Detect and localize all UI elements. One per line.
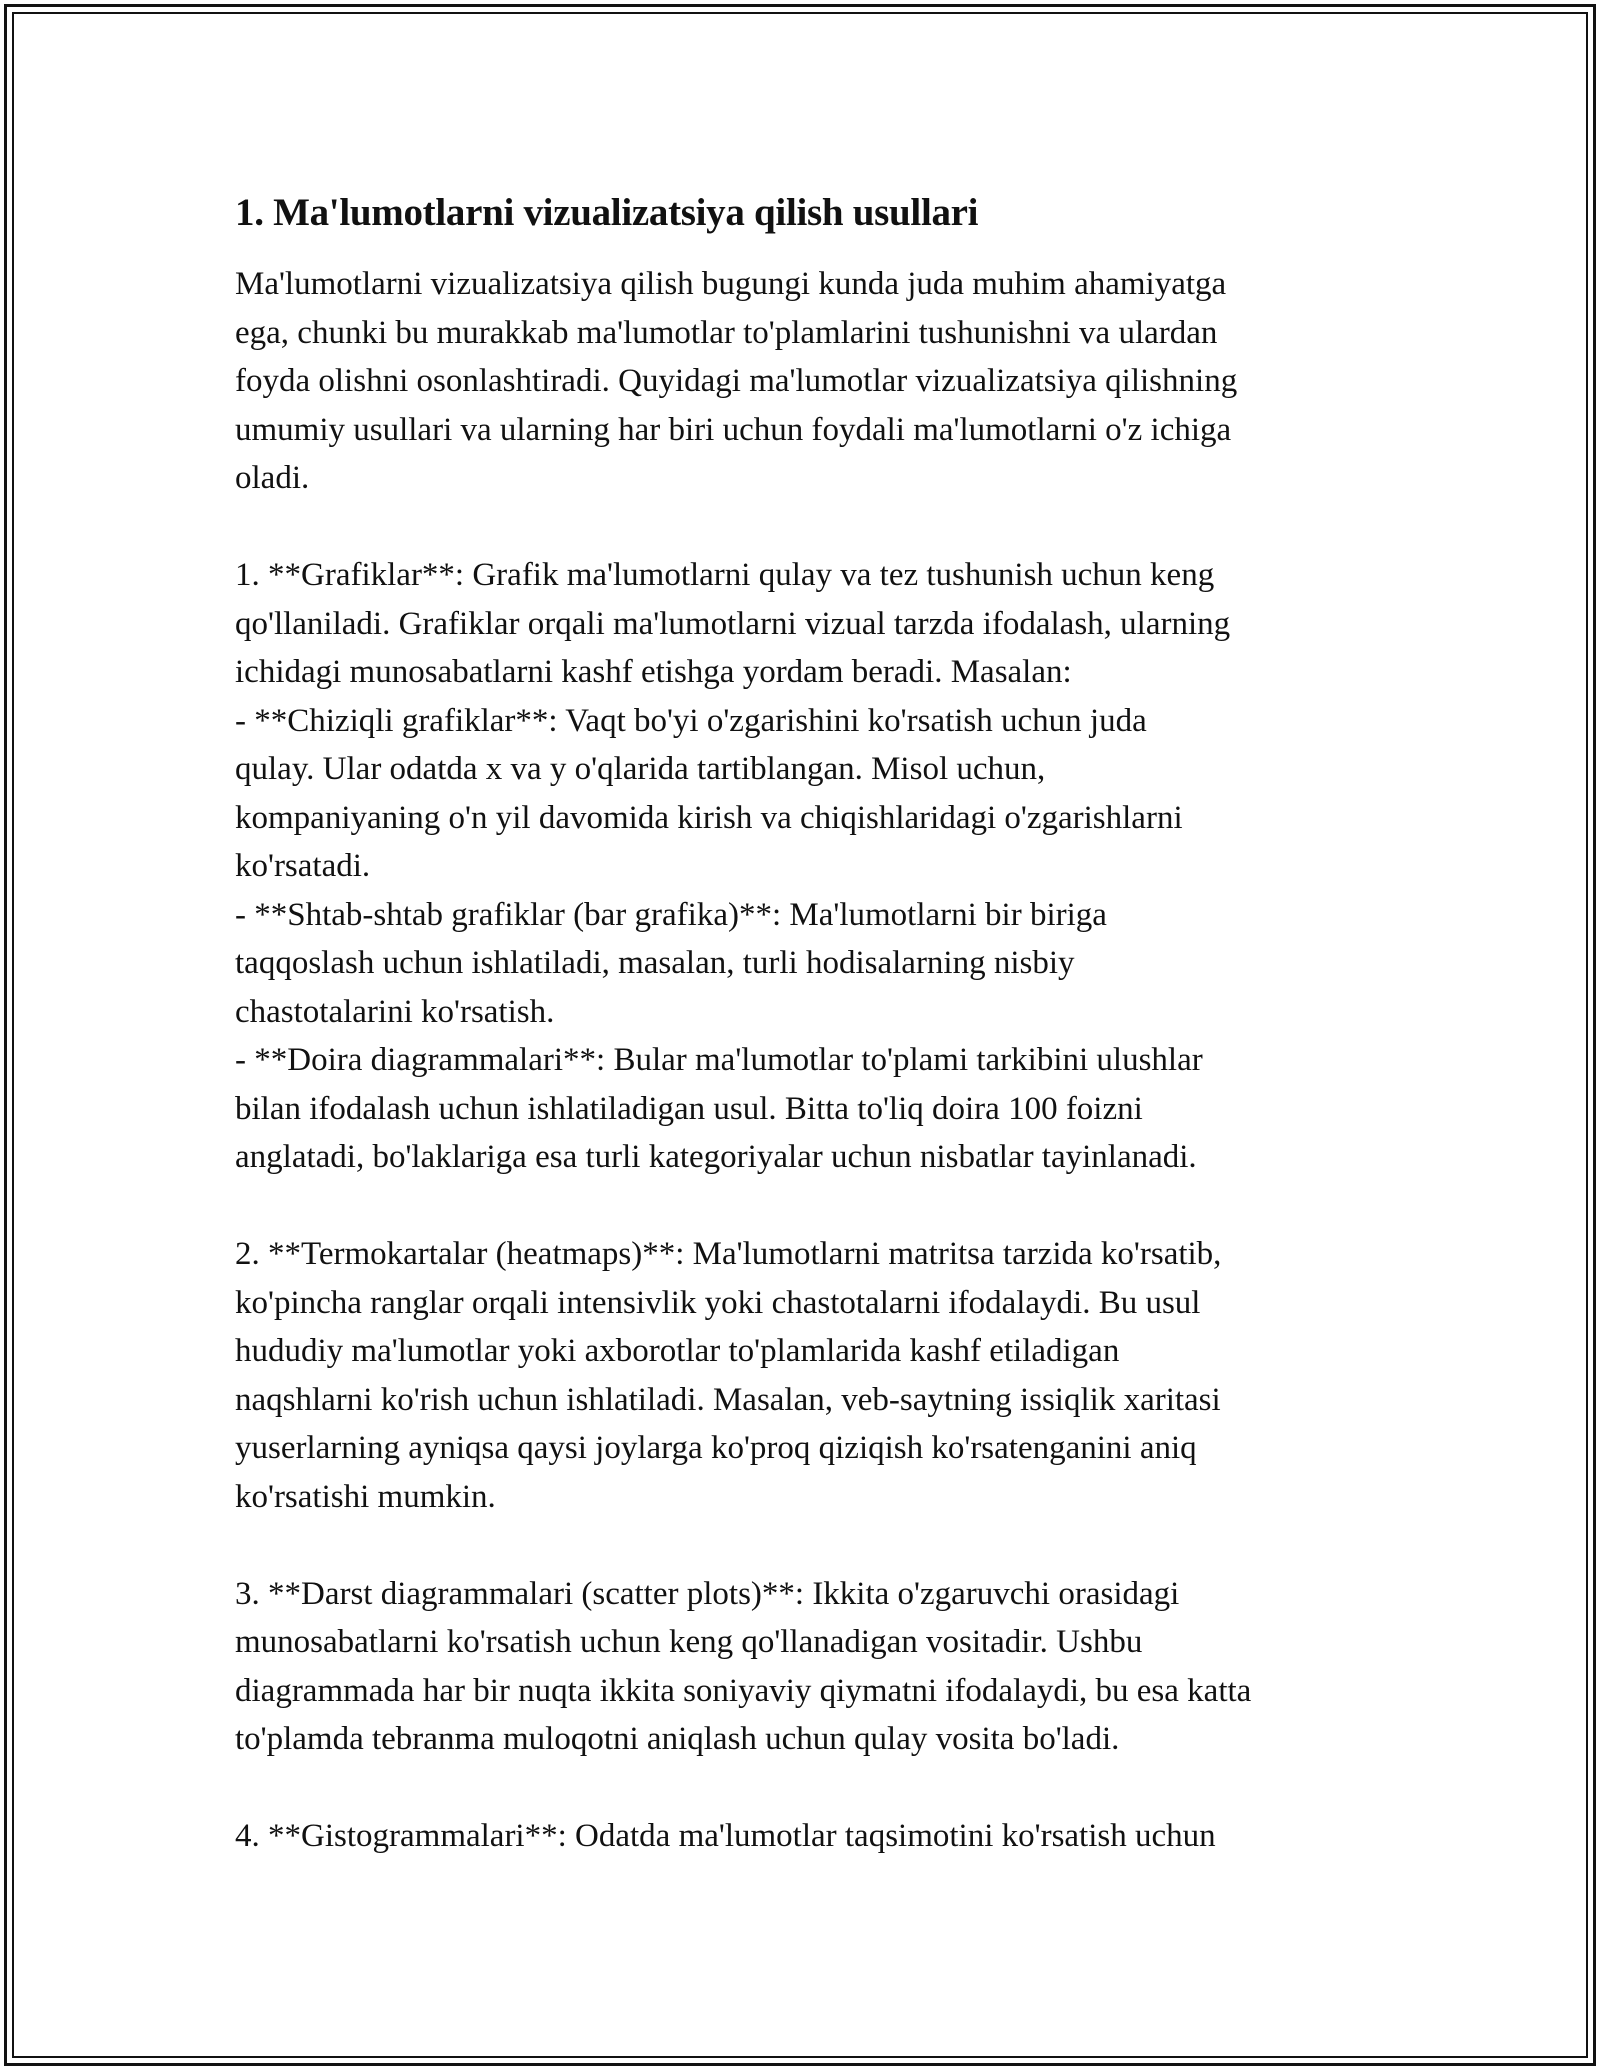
document-body-text: Ma'lumotlarni vizualizatsiya qilish bugungi kunda juda muhim ahamiyatga ega, chunki bu murakkab ma'lumotlar to'plamlarini tushunishni va ulardan foyda olishni osonlashtiradi. Quyidagi ma'lumotlar vizualizatsiya qilishning umumiy usullari va ularning har biri uchun foydali ma'lumotlarni o'z ichiga oladi. 1. **Grafiklar**: Grafik ma'lumotlarni qulay va tez tushunish uchun keng qo'llaniladi. Grafiklar orqali ma'lumotlarni vizual tarzda ifodalash, ularning ichidagi munosabatlarni kashf etishga yordam beradi. Masalan: - **Chiziqli grafiklar**: Vaqt bo'yi o'zgarishini ko'rsatish uchun juda qulay. Ular odatda x va y o'qlarida tartiblangan. Misol uchun, kompaniyaning o'n yil davomida kirish va chiqishlaridagi o'zgarishlarni ko'rsatadi. - **Shtab-shtab grafiklar (bar grafika)**: Ma'lumotlarni bir biriga taqqoslash uchun ishlatiladi, masalan, turli hodisalarning nisbiy chastotalarini ko'rsatish. - **Doira diagrammalari**: Bular ma'lumotlar to'plami tarkibini ulushlar bilan ifodalash uchun ishlatiladigan usul. Bitta to'liq doira 100 foizni anglatadi, bo'laklariga esa turli kategoriyalar uchun nisbatlar tayinlanadi. 2. **Termokartalar (heatmaps)**: Ma'lumotlarni matritsa tarzida ko'rsatib, ko'pincha ranglar orqali intensivlik yoki chastotalarni ifodalaydi. Bu usul hududiy ma'lumotlar yoki axborotlar to'plamlarida kashf etiladigan naqshlarni ko'rish uchun ishlatiladi. Masalan, veb-saytning issiqlik xaritasi yuserlarning ayniqsa qaysi joylarga ko'proq qiziqish ko'rsatenganini aniq ko'rsatishi mumkin. 3. **Darst diagrammalari (scatter plots)**: Ikkita o'zgaruvchi orasidagi munosabatlarni ko'rsatish uchun keng qo'llanadigan vositadir. Ushbu diagrammada har bir nuqta ikkita soniyaviy qiymatni ifodalaydi, bu esa katta to'plamda tebranma muloqotni aniqlash uchun qulay vosita bo'ladi. 4. **Gistogrammalari**: Odatda ma'lumotlar taqsimotini ko'rsatish uchun xyxy=(235,266,1252,1854)
document-heading: 1. Ma'lumotlarni vizualizatsiya qilish usullari xyxy=(235,191,979,234)
document-content xyxy=(235,186,1380,1861)
